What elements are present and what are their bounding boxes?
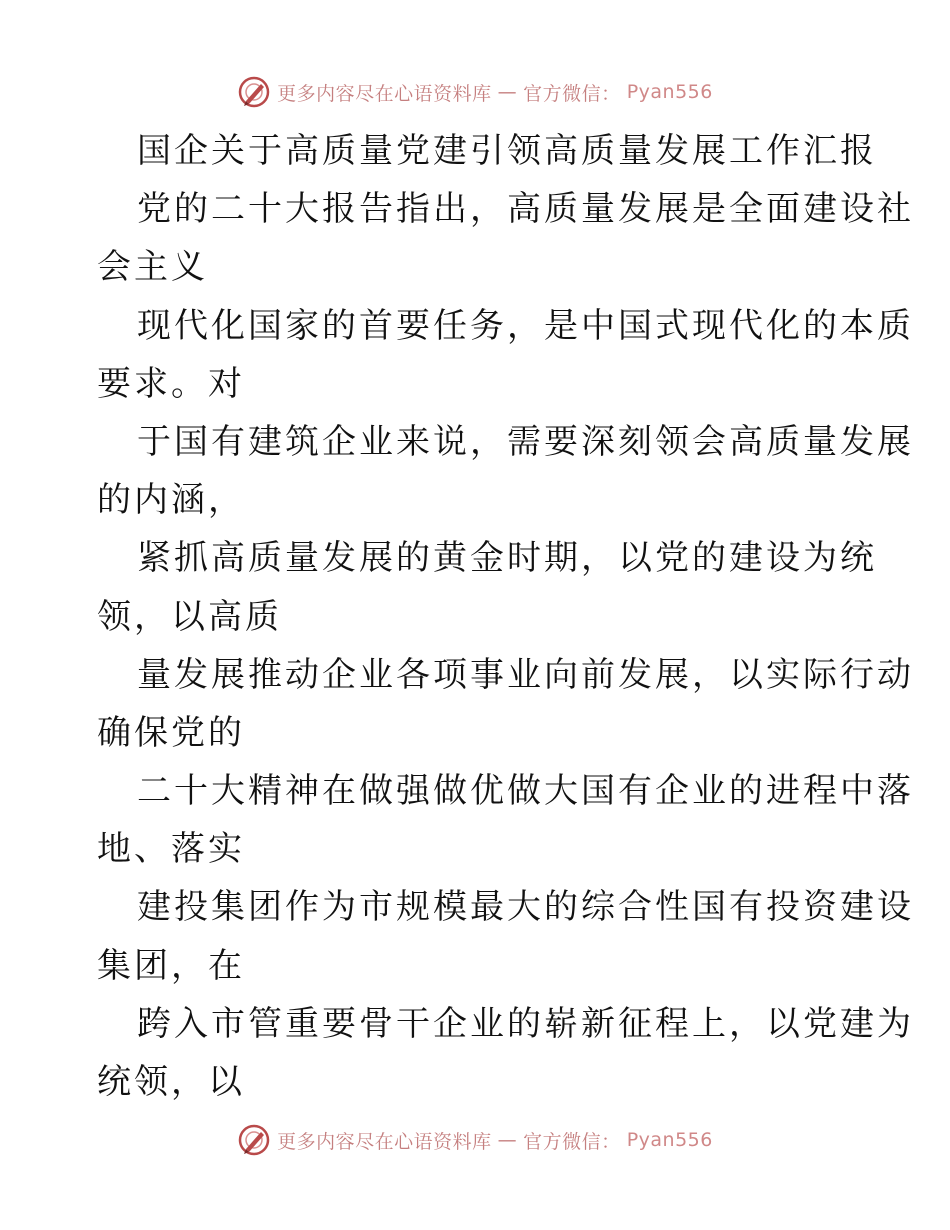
watermark-text: 更多内容尽在心语资料库 (277, 82, 492, 105)
text-line: 跨入市管重要骨干企业的崭新征程上，以党建为 (137, 1003, 914, 1044)
text-line: 建投集团作为市规模最大的综合性国有投资建设 (137, 887, 914, 928)
text-line: 于国有建筑企业来说，需要深刻领会高质量发展 (137, 421, 914, 462)
text-line: 集团，在 (97, 945, 245, 986)
text-line: 的内涵， (97, 480, 245, 521)
text-line: 量发展推动企业各项事业向前发展，以实际行动 (137, 654, 914, 695)
text-line: 现代化国家的首要任务，是中国式现代化的本质 (137, 305, 914, 346)
watermark-contact: 官方微信： (523, 1130, 621, 1153)
text-line: 党的二十大报告指出，高质量发展是全面建设社 (137, 189, 914, 230)
pen-logo-icon (237, 1123, 271, 1157)
document-title: 国企关于高质量党建引领高质量发展工作汇报 (137, 131, 877, 171)
text-line: 统领，以 (97, 1062, 245, 1102)
watermark-contact: 官方微信： (523, 82, 621, 105)
text-line: 要求。对 (97, 363, 245, 404)
text-line: 会主义 (97, 247, 208, 288)
watermark-footer (0, 1120, 950, 1160)
text-line: 确保党的 (97, 712, 245, 753)
document-body (97, 122, 914, 1111)
text-line: 二十大精神在做强做优做大国有企业的进程中落 (137, 771, 914, 812)
watermark-header (0, 72, 950, 112)
text-line: 地、落实 (97, 829, 245, 870)
watermark-dash: — (497, 1129, 518, 1151)
watermark-text: 更多内容尽在心语资料库 (277, 1130, 492, 1153)
text-line: 领，以高质 (97, 596, 282, 637)
watermark-dash: — (497, 81, 518, 103)
text-line: 紧抓高质量发展的黄金时期，以党的建设为统 (137, 538, 877, 579)
watermark-handle: Pyan556 (626, 81, 713, 103)
pen-logo-icon (237, 75, 271, 109)
watermark-handle: Pyan556 (626, 1129, 713, 1151)
